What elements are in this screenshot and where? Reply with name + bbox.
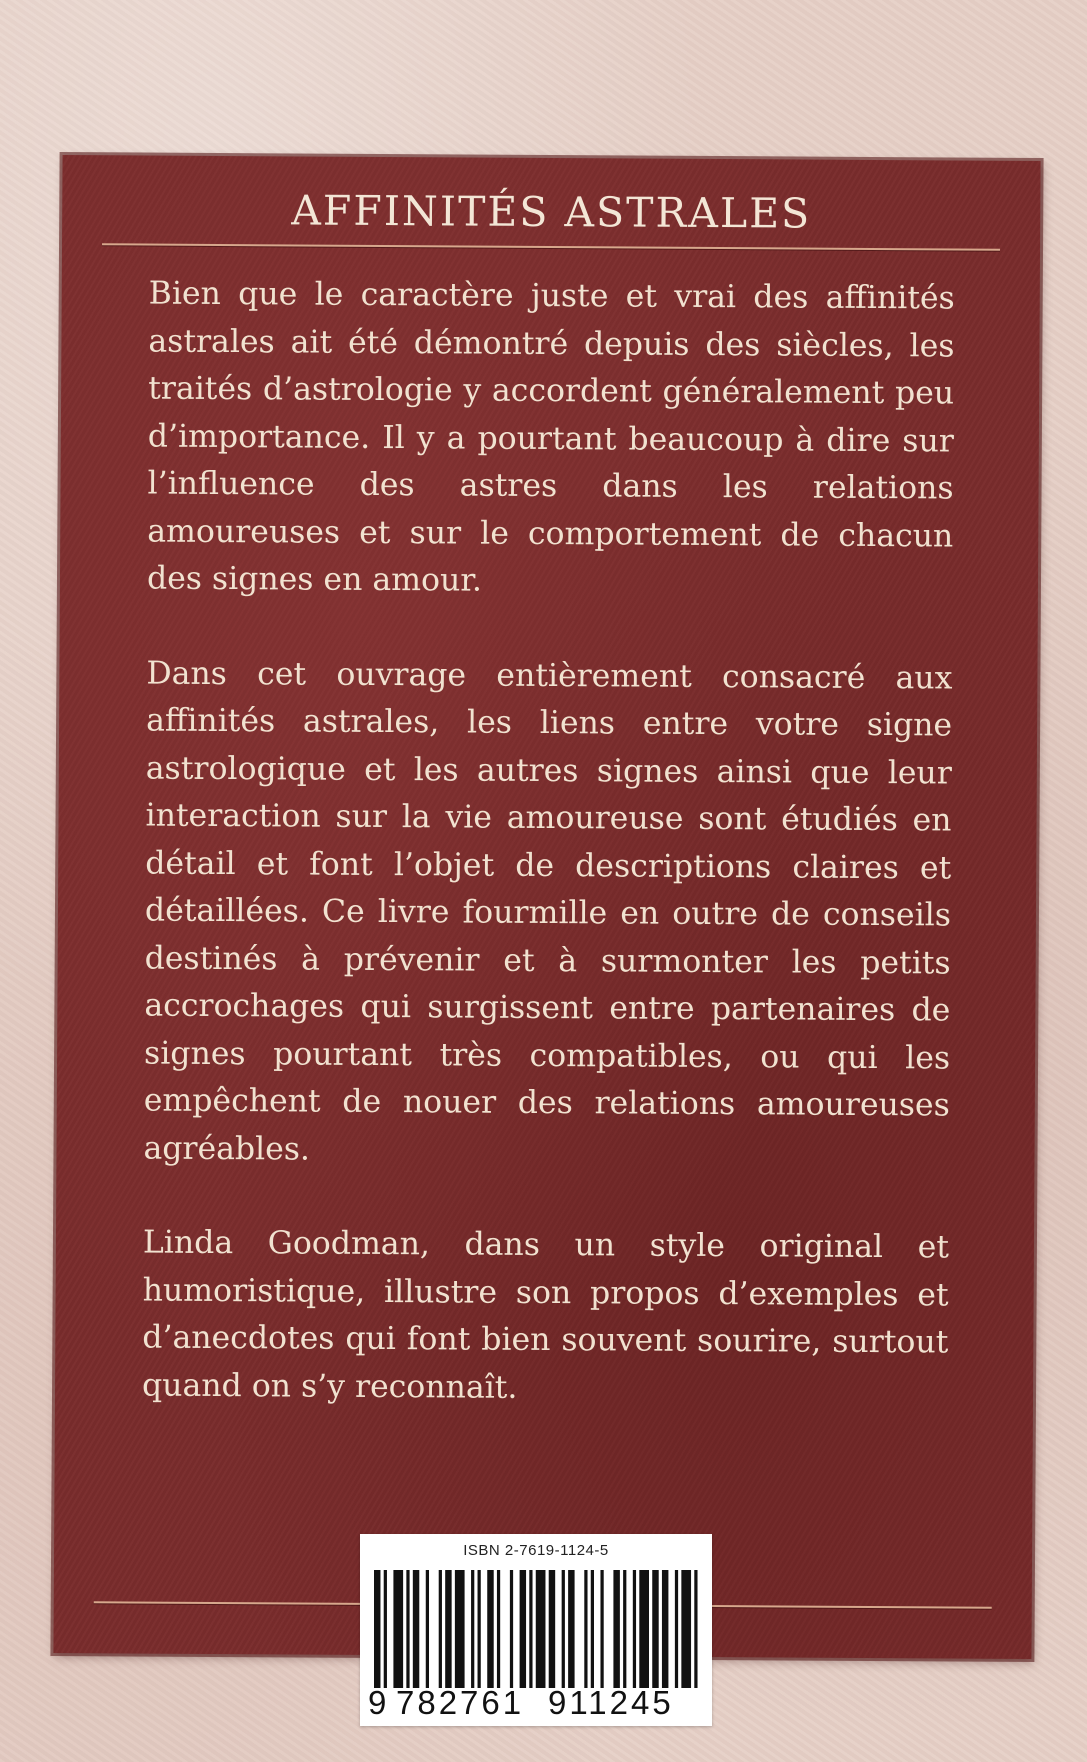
title-divider	[102, 243, 1000, 250]
book-title: AFFINITÉS ASTRALES	[291, 186, 812, 238]
blurb-paragraph-2: Dans cet ouvrage entièrement consacré aux affinités astrales, les liens entre votre signe astrologique et les autres signes ainsi que leur interaction sur la vie amoureuse sont étudiés en détail et font l’objet de descriptions claires et détaillées. Ce livre fourmille en outre de conseils destinés à prévenir et à surmonter les petits accrochages qui surgissent entre partenaires de signes pourtant très compatibles, ou qui les empêchent de nouer des relations amoureuses agréables.	[143, 655, 953, 1168]
barcode-digit-group-1: 782761	[396, 1684, 525, 1721]
blurb-text	[142, 271, 955, 1462]
isbn-barcode-label	[360, 1534, 712, 1726]
isbn-number: ISBN 2-7619-1124-5	[463, 1542, 609, 1559]
blurb-paragraph-3: Linda Goodman, dans un style original et humoristique, illustre son propos d’exemples et d’anecdotes qui font bien souvent sourire, surtout quand on s’y reconnaît.	[141, 1224, 950, 1406]
cover-panel	[53, 155, 1040, 1659]
barcode-digit-group-2: 911245	[548, 1684, 674, 1721]
barcode-icon	[374, 1570, 704, 1688]
blurb-paragraph-1: Bien que le caractère juste et vrai des affinités astrales ait été démontré depuis des siècles, les traités d’astrologie y accordent généralement peu d’importance. Il y a pourtant beaucoup à dire sur l’influence des astres dans les relations amoureuses et sur le comportement de chacun des signes en amour.	[146, 275, 955, 599]
barcode-lead-digit: 9	[368, 1684, 387, 1721]
